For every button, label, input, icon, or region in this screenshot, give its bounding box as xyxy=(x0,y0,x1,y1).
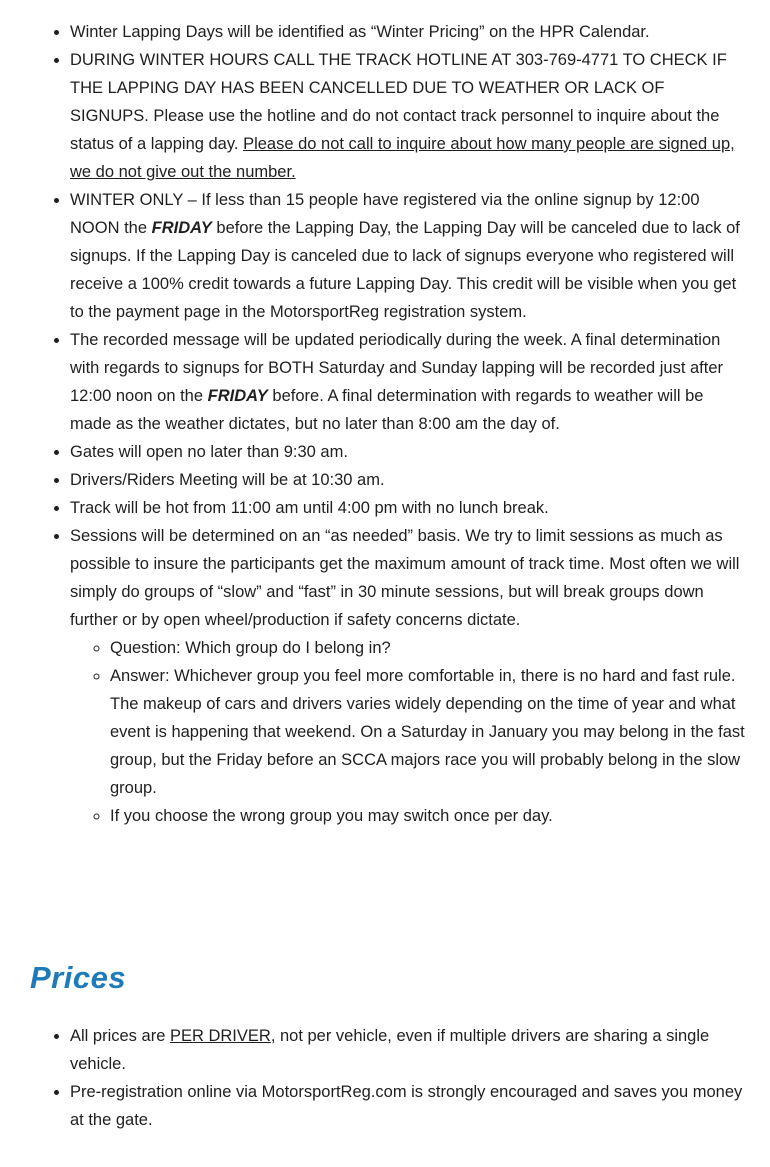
list-item xyxy=(70,466,745,494)
text-run: DURING WINTER HOURS CALL THE TRACK HOTLINE AT 303-769-4771 TO CHECK IF THE LAPPING DAY HAS BEEN CANCELLED DUE TO WEATHER OR LACK OF SIGNUPS. Please use the hotline and do not contact track personnel to inquire about the status of a lapping day. xyxy=(70,51,727,153)
list-item xyxy=(70,186,745,326)
clipped-list-item xyxy=(70,1078,745,1134)
list-item xyxy=(110,662,745,802)
text-run: WINTER ONLY – If less than 15 people have registered via the online signup by 12:00 NOON the xyxy=(70,191,700,237)
winter-info-list xyxy=(30,18,745,830)
list-item xyxy=(110,802,745,830)
list-item xyxy=(70,46,745,186)
list-item xyxy=(70,522,745,830)
text-run: All prices are xyxy=(70,1027,170,1045)
text-run: Winter Lapping Days will be identified as “Winter Pricing” on the HPR Calendar. xyxy=(70,23,650,41)
text-run: FRIDAY xyxy=(151,219,212,237)
list-item xyxy=(70,18,745,46)
prices-heading: Prices xyxy=(30,960,127,995)
text-run: The recorded message will be updated periodically during the week. A final determination with regards to signups for BOTH Saturday and Sunday lapping will be recorded just after 12:00 noon on the xyxy=(70,331,724,405)
text-run: , not per vehicle, even if multiple drivers are sharing a single vehicle. xyxy=(70,1027,710,1073)
list-item xyxy=(70,438,745,466)
text-run: Drivers/Riders Meeting will be at 10:30 am. xyxy=(70,471,385,489)
text-run: Question: Which group do I belong in? xyxy=(110,639,391,657)
list-item xyxy=(70,326,745,438)
list-item xyxy=(70,494,745,522)
text-run: PER DRIVER xyxy=(169,1027,271,1045)
prices-list xyxy=(30,1022,745,1134)
text-run: Answer: Whichever group you feel more comfortable in, there is no hard and fast rule. The makeup of cars and drivers varies widely depending on the time of year and what event is happening that weekend. On a Saturday in January you may belong in the fast group, but the Friday before an SCCA majors race you will probably belong in the slow group. xyxy=(110,667,745,797)
text-run: Please do not call to inquire about how many people are signed up, we do not give out the number. xyxy=(70,135,735,181)
text-run: Gates will open no later than 9:30 am. xyxy=(70,443,348,461)
text-run: before the Lapping Day, the Lapping Day will be canceled due to lack of signups. If the Lapping Day is canceled due to lack of signups everyone who registered will receive a 100% credit towards a future Lapping Day. This credit will be visible when you get to the payment page in the MotorsportReg registration system. xyxy=(70,219,740,321)
sub-list xyxy=(70,634,745,830)
text-run: Track will be hot from 11:00 am until 4:00 pm with no lunch break. xyxy=(70,499,549,517)
text-run: Sessions will be determined on an “as needed” basis. We try to limit sessions as much as possible to insure the participants get the maximum amount of track time. Most often we will simply do groups of “slow” and “fast” in 30 minute sessions, but will break groups down further or by open wheel/production if safety concerns dictate. xyxy=(70,527,740,629)
text-run: FRIDAY xyxy=(207,387,268,405)
list-item xyxy=(70,1022,745,1078)
text-run: before. A final determination with regards to weather will be made as the weather dictates, but no later than 8:00 am the day of. xyxy=(70,387,704,433)
text-run: If you choose the wrong group you may switch once per day. xyxy=(110,807,553,825)
text-run: Pre-registration online via MotorsportReg.com is strongly encouraged and saves you money at the gate. xyxy=(70,1083,743,1129)
list-item xyxy=(110,634,745,662)
